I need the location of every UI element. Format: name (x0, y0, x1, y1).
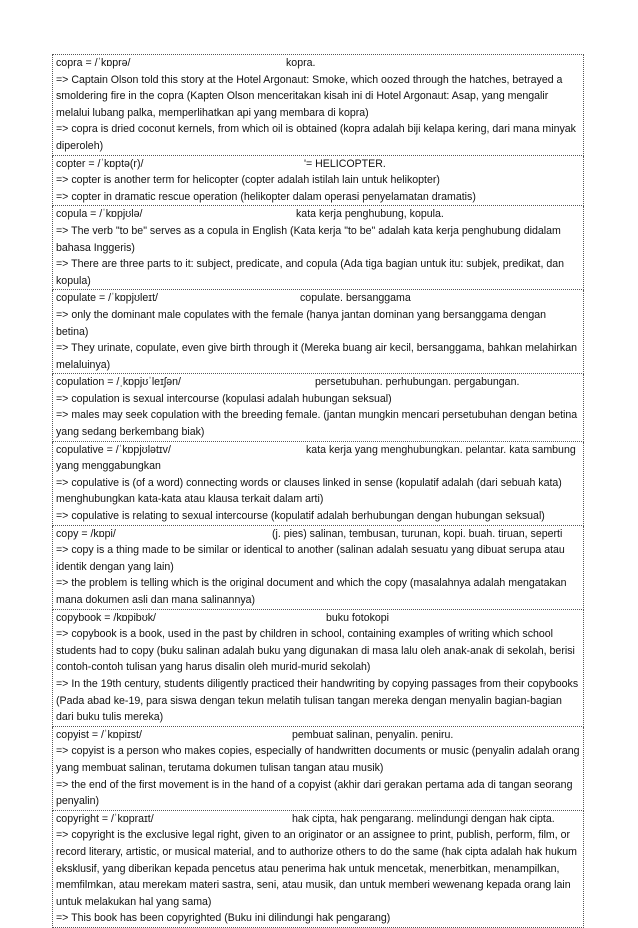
entry-copter (52, 156, 584, 207)
entry-example: => copyright is the exclusive legal right, given to an originator or an assignee to print, publish, perform, film, or record literary, artistic, or musical material, and to authorize others to do the same (hak cipta adalah hak hukum eksklusif, yang diberikan kepada pencetus atau penerima hak untuk mencetak, menerbitkan, menampilkan, memfilmkan, atau merekam materi sastra, seni, atau musik, dan untuk memberi wewenang kepada orang lain untuk melakukan hal yang sama) (56, 829, 577, 908)
entry-definition: hak cipta, hak pengarang. melindungi dengan hak cipta. (292, 812, 555, 825)
entry-headword: copula = /ˈkɒpjʊlə/ (56, 208, 143, 221)
entry-example: => In the 19th century, students diligently practiced their handwriting by copying passages from their copybooks (Pada abad ke-19, para siswa dengan tekun melatih tulisan tangan mereka dengan menyalin bagian-bagian dari buku tulis mereka) (56, 677, 579, 724)
entry-example: => copter in dramatic rescue operation (helikopter dalam operasi penyelamatan dramatis) (56, 190, 476, 203)
entry-copyist (52, 727, 584, 811)
entry-example: => males may seek copulation with the breeding female. (jantan mungkin mencari persetubuhan dengan betina yang sedang berkembang biak) (56, 409, 578, 439)
entry-definition: kopra. (286, 57, 316, 69)
entry-example: => the end of the first movement is in the hand of a copyist (akhir dari gerakan pertama ada di tangan seorang penyalin) (56, 778, 573, 808)
entry-example: => copulative is relating to sexual intercourse (kopulatif adalah berhubungan dengan hubungan seksual) (56, 510, 545, 523)
entry-example: => Captain Olson told this story at the Hotel Argonaut: Smoke, which oozed through the hatches, betrayed a smoldering fire in the copra (Kapten Olson menceritakan kisah ini di Hotel Argonaut: Asap, yang mengalir melalui lubang palka, memperlihatkan api yang membara di kopra) (56, 73, 563, 119)
entry-copra (52, 55, 584, 156)
entry-example: => copulative is (of a word) connecting words or clauses linked in sense (kopulatif adalah (dari sebuah kata) menghubungkan kata-kata atau klausa terkait dalam arti) (56, 476, 562, 506)
entry-example: => The verb "to be" serves as a copula in English (Kata kerja "to be" adalah kata kerja penghubung didalam bahasa Inggeris) (56, 224, 561, 254)
entry-copyright (52, 811, 584, 928)
entry-example: => copulation is sexual intercourse (kopulasi adalah hubungan seksual) (56, 392, 392, 405)
entry-example: => only the dominant male copulates with the female (hanya jantan dominan yang bersanggama dengan betina) (56, 308, 546, 338)
entry-definition: kata kerja yang menghubungkan. pelantar. kata sambung yang menggabungkan (56, 443, 576, 473)
entry-copy (52, 526, 584, 610)
entry-example: => This book has been copyrighted (Buku ini dilindungi hak pengarang) (56, 912, 391, 925)
entry-headword: copulation = /ˌkɒpjʊˈleɪʃən/ (56, 376, 181, 389)
entry-definition: kata kerja penghubung, kopula. (296, 208, 444, 221)
entry-headword: copy = /kɒpi/ (56, 527, 116, 540)
entry-headword: copulative = /ˈkɒpjʊlətɪv/ (56, 443, 171, 456)
entry-example: => copyist is a person who makes copies, especially of handwritten documents or music (penyalin adalah orang yang membuat salinan, terutama dokumen tulisan tangan atau musik) (56, 745, 580, 774)
entry-headword: copybook = /kɒpibʊk/ (56, 611, 156, 624)
entry-copulative (52, 442, 584, 526)
entry-definition: pembuat salinan, penyalin. peniru. (292, 728, 454, 741)
entry-definition: (j. pies) salinan, tembusan, turunan, kopi. buah. tiruan, seperti (272, 527, 563, 540)
entry-copybook (52, 610, 584, 727)
entry-copulate (52, 290, 584, 374)
entry-example: => copy is a thing made to be similar or identical to another (salinan adalah sesuatu yang dibuat serupa atau identik dengan yang lain) (56, 544, 565, 573)
entry-example: => copybook is a book, used in the past by children in school, containing examples of writing which school students had to copy (buku salinan adalah buku yang digunakan di masa lalu oleh anak-anak di sekolah, berisi contoh-contoh tulisan yang harus disalin oleh murid-murid sekolah) (56, 628, 575, 674)
entry-example: => the problem is telling which is the original document and which the copy (masalahnya adalah mengatakan mana dokumen asli dan mana salinannya) (56, 577, 567, 606)
entry-headword: copter = /ˈkɒptə(r)/ (56, 157, 144, 170)
entry-example: => There are three parts to it: subject, predicate, and copula (Ada tiga bagian untuk itu: subjek, predikat, dan kopula) (56, 258, 565, 287)
entry-example: => They urinate, copulate, even give birth through it (Mereka buang air kecil, bersanggama, bahkan melahirkan melaluinya) (56, 342, 577, 371)
entry-definition: copulate. bersanggama (300, 292, 411, 305)
entry-definition: persetubuhan. perhubungan. pergabungan. (315, 376, 520, 389)
entry-example: => copra is dried coconut kernels, from which oil is obtained (kopra adalah biji kelapa kering, dari mana minyak diperoleh) (56, 123, 576, 152)
dictionary-page (52, 54, 584, 928)
entry-headword: copyright = /ˈkɒpraɪt/ (56, 812, 154, 825)
entry-definition: '= HELICOPTER. (304, 157, 386, 170)
entry-copulation (52, 374, 584, 441)
entry-headword: copyist = /ˈkɒpiɪst/ (56, 728, 142, 741)
entry-headword: copra = /ˈkɒprə/ (56, 57, 131, 69)
entry-headword: copulate = /ˈkɒpjʊleɪt/ (56, 292, 158, 305)
entry-example: => copter is another term for helicopter (copter adalah istilah lain untuk helikopter) (56, 174, 440, 187)
entry-copula (52, 206, 584, 290)
entry-definition: buku fotokopi (326, 611, 390, 624)
